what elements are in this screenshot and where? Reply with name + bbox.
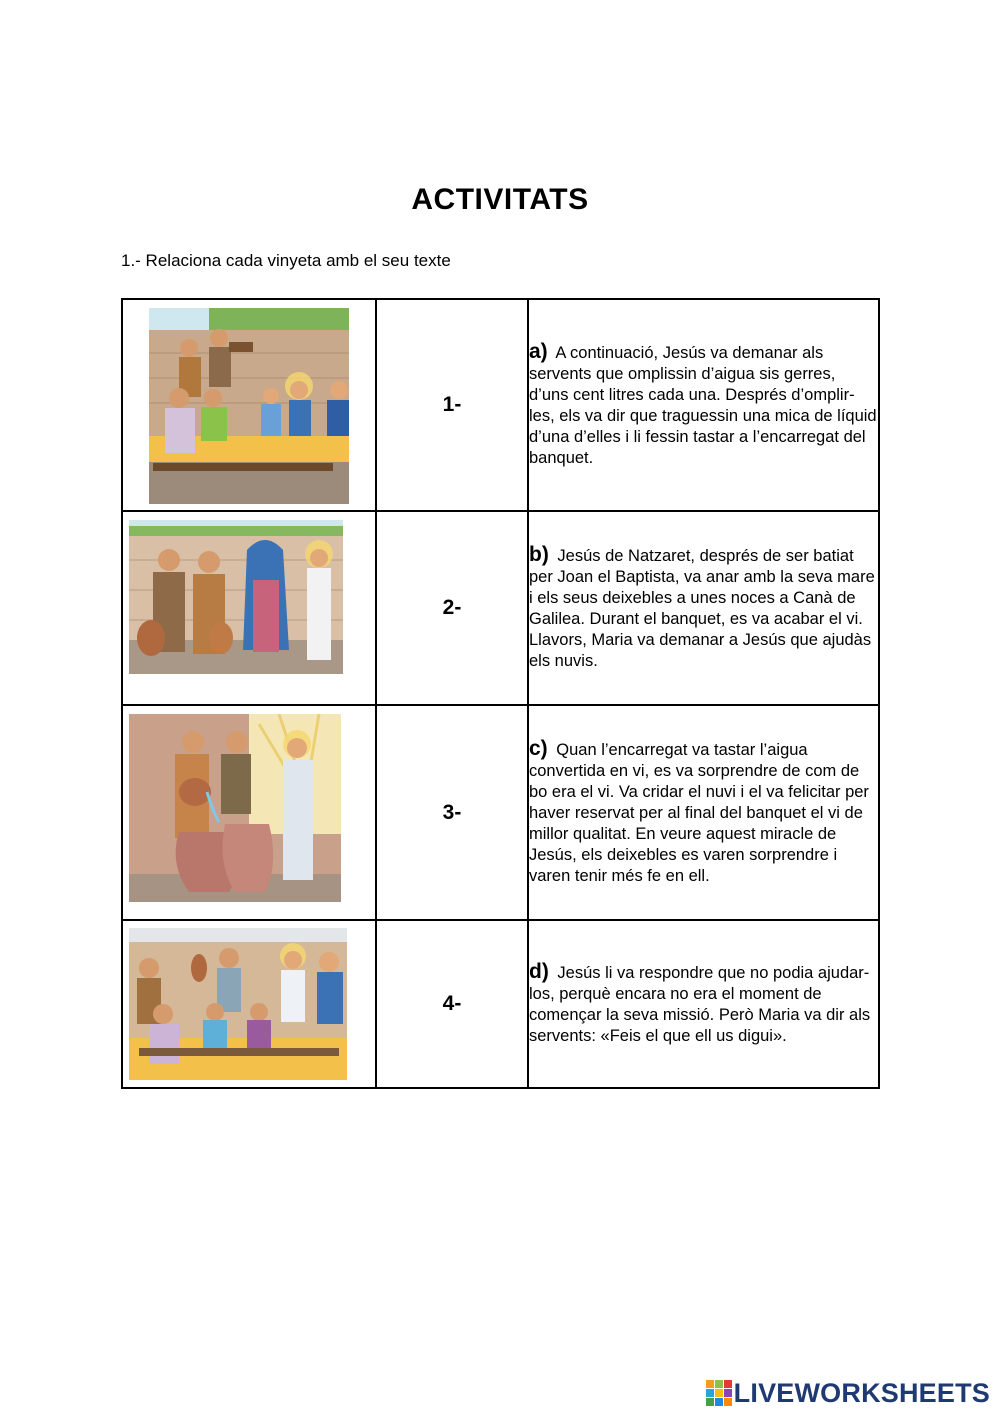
table-row [122,299,879,511]
option-text [528,920,879,1088]
option-letter: d) [529,960,549,983]
option-body: Jesús de Natzaret, després de ser batiat per Joan el Baptista, va anar amb la seva mare i els seus deixebles a unes noces a Canà de Galilea. Durant el banquet, es va acabar el vi. Llavors, Maria va demanar a Jesús que ajudàs els nuvis. [529,547,875,670]
matching-table [121,298,880,1089]
option-text [528,299,879,511]
table-row [122,705,879,920]
row-number: 4- [376,920,528,1088]
liveworksheets-logo [706,1378,990,1408]
option-letter: c) [529,737,548,760]
option-letter: a) [529,340,548,363]
row-number: 2- [376,511,528,705]
image-cell [122,920,376,1088]
mary-and-servants-illustration [129,520,343,674]
option-letter: b) [529,543,549,566]
option-body: Quan l’encarregat va tastar l’aigua convertida en vi, es va sorprendre de com de bo era el vi. Va cridar el nuvi i el va felicitar per haver reservat per al final del banquet el vi de millor qualitat. En veure aquest miracle de Jesús, els deixebles es varen sorprendre i varen tenir més fe en ell. [529,741,869,885]
option-text [528,511,879,705]
option-body: A continuació, Jesús va demanar als servents que omplissin d’aigua sis gerres, d’uns cent litres cada una. Després d’omplir-les, els va dir que traguessin una mica de líquid d’una d’elles i li fessin tastar a l’encarregat del banquet. [529,344,877,467]
wine-tasting-celebration-illustration [129,928,347,1080]
row-number: 3- [376,705,528,920]
image-cell [122,299,376,511]
table-row [122,511,879,705]
image-cell [122,705,376,920]
brand-name: LIVEWORKSHEETS [733,1377,990,1408]
table-row [122,920,879,1088]
row-number: 1- [376,299,528,511]
wedding-banquet-illustration [149,308,349,504]
page-title: ACTIVITATS [411,183,589,216]
option-text [528,705,879,920]
servants-filling-jars-illustration [129,714,341,902]
liveworksheets-logo-icon [706,1380,732,1406]
image-cell [122,511,376,705]
option-body: Jesús li va respondre que no podia ajudar-los, perquè encara no era el moment de començar la seva missió. Però Maria va dir als servents: «Feis el que ell us digui». [529,964,871,1045]
instruction-text: 1.- Relaciona cada vinyeta amb el seu texte [121,251,451,270]
